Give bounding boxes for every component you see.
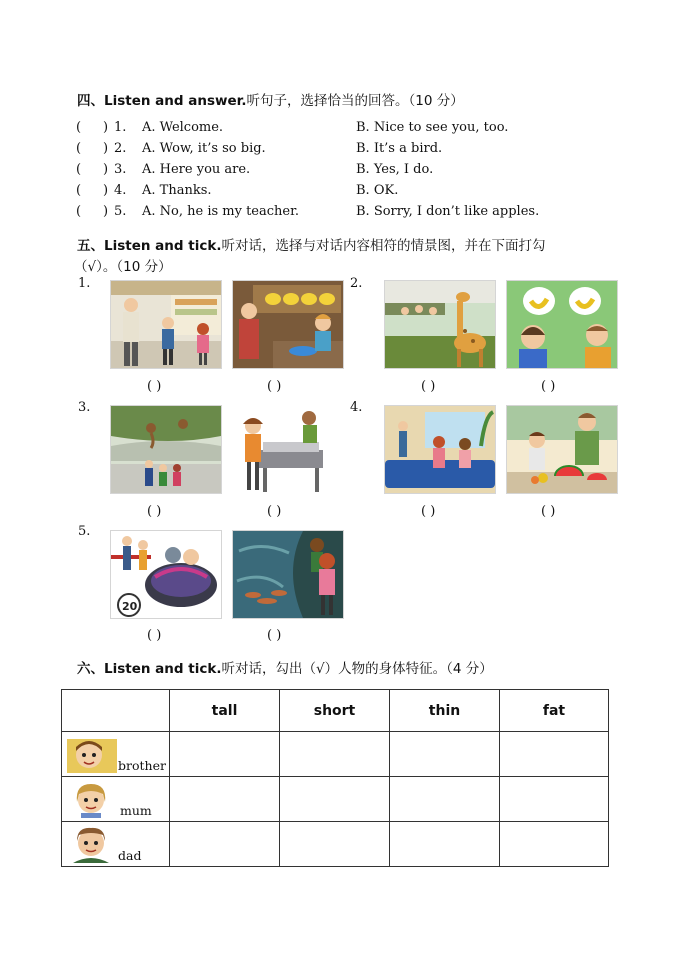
dad-face-icon bbox=[67, 825, 117, 863]
question-number: 3. bbox=[114, 162, 127, 177]
paren-close: ) bbox=[103, 204, 109, 219]
header-blank-cell bbox=[62, 690, 170, 732]
table-header-row bbox=[62, 690, 609, 732]
tick-cell-dad-short[interactable] bbox=[280, 822, 390, 867]
question-number: 4. bbox=[114, 183, 127, 198]
section4-title bbox=[77, 89, 464, 109]
boy-face-icon bbox=[67, 735, 117, 773]
paren-close: ) bbox=[103, 141, 109, 156]
option-a: A. Welcome. bbox=[142, 120, 224, 135]
option-b: B. Nice to see you, too. bbox=[356, 120, 509, 135]
monkey-zoo-scene-image bbox=[110, 405, 222, 494]
paren-close: ) bbox=[103, 162, 109, 177]
giraffe-zoo-scene-image bbox=[384, 280, 496, 369]
answer-blank[interactable]: ( ) bbox=[267, 504, 282, 519]
question-number: 5. bbox=[114, 204, 127, 219]
answer-blank[interactable]: ( ) bbox=[267, 628, 282, 643]
tick-cell-dad-fat[interactable] bbox=[500, 822, 609, 867]
answer-blank[interactable]: ( ) bbox=[421, 504, 436, 519]
table-row bbox=[62, 777, 609, 822]
fruit-shop-scene-image bbox=[232, 280, 344, 369]
watermelon-scene-image bbox=[506, 405, 618, 494]
paren-close: ) bbox=[103, 120, 109, 135]
answer-blank[interactable]: ( ) bbox=[147, 628, 162, 643]
section5-title-cn: 听对话，选择与对话内容相符的情景图，并在下面打勾 bbox=[221, 238, 546, 254]
answer-blank[interactable]: ( ) bbox=[421, 379, 436, 394]
tick-cell-dad-tall[interactable] bbox=[170, 822, 280, 867]
mum-face-icon bbox=[67, 780, 117, 818]
living-room-scene-image bbox=[384, 405, 496, 494]
option-a: A. Wow, it’s so big. bbox=[142, 141, 266, 156]
table-row bbox=[62, 822, 609, 867]
option-b: B. Yes, I do. bbox=[356, 162, 434, 177]
paren-open: ( bbox=[76, 120, 82, 135]
paren-close: ) bbox=[103, 183, 109, 198]
option-b: B. Sorry, I don’t like apples. bbox=[356, 204, 540, 219]
tick-cell-brother-short[interactable] bbox=[280, 732, 390, 777]
column-header-thin: thin bbox=[390, 690, 500, 732]
supermarket-scene-image bbox=[110, 280, 222, 369]
tick-cell-mum-fat[interactable] bbox=[500, 777, 609, 822]
paren-open: ( bbox=[76, 162, 82, 177]
photocopier-scene-image bbox=[232, 405, 344, 494]
row-label-cell bbox=[62, 777, 170, 822]
item-number-1: 1. bbox=[78, 276, 91, 291]
tick-cell-mum-tall[interactable] bbox=[170, 777, 280, 822]
section6-title-cn: 听对话，勾出（√）人物的身体特征。（4 分） bbox=[221, 661, 493, 677]
tick-cell-brother-fat[interactable] bbox=[500, 732, 609, 777]
answer-blank[interactable]: ( ) bbox=[147, 504, 162, 519]
section5-title bbox=[77, 234, 545, 254]
item-number-4: 4. bbox=[350, 400, 363, 415]
tick-cell-brother-tall[interactable] bbox=[170, 732, 280, 777]
section5-title-en: 五、Listen and tick. bbox=[77, 238, 222, 254]
column-header-short: short bbox=[280, 690, 390, 732]
question-number: 1. bbox=[114, 120, 127, 135]
table-row bbox=[62, 732, 609, 777]
tick-cell-mum-short[interactable] bbox=[280, 777, 390, 822]
section4-title-en: 四、Listen and answer. bbox=[77, 93, 247, 109]
item-number-5: 5. bbox=[78, 524, 91, 539]
column-header-fat: fat bbox=[500, 690, 609, 732]
answer-blank[interactable]: ( ) bbox=[147, 379, 162, 394]
row-label-cell bbox=[62, 732, 170, 777]
option-b: B. It’s a bird. bbox=[356, 141, 443, 156]
row-label-mum: mum bbox=[120, 803, 152, 818]
option-a: A. Here you are. bbox=[142, 162, 251, 177]
option-a: A. Thanks. bbox=[142, 183, 212, 198]
paren-open: ( bbox=[76, 204, 82, 219]
tick-cell-dad-thin[interactable] bbox=[390, 822, 500, 867]
section5-title-line2 bbox=[74, 255, 172, 275]
bananas-talk-scene-image bbox=[506, 280, 618, 369]
svg-text:20: 20 bbox=[122, 600, 138, 613]
question-number: 2. bbox=[114, 141, 127, 156]
section6-title bbox=[77, 657, 493, 677]
option-a: A. No, he is my teacher. bbox=[142, 204, 300, 219]
tick-cell-brother-thin[interactable] bbox=[390, 732, 500, 777]
option-b: B. OK. bbox=[356, 183, 399, 198]
row-label-brother: brother bbox=[118, 758, 166, 773]
row-label-cell bbox=[62, 822, 170, 867]
tick-cell-mum-thin[interactable] bbox=[390, 777, 500, 822]
paren-open: ( bbox=[76, 183, 82, 198]
bumper-car-scene-image bbox=[110, 530, 222, 619]
section5-title-cn2: （√）。（10 分） bbox=[74, 259, 172, 275]
answer-blank[interactable]: ( ) bbox=[541, 504, 556, 519]
row-label-dad: dad bbox=[118, 848, 142, 863]
section4-title-cn: 听句子，选择恰当的回答。（10 分） bbox=[246, 93, 464, 109]
column-header-tall: tall bbox=[170, 690, 280, 732]
item-number-2: 2. bbox=[350, 276, 363, 291]
answer-blank[interactable]: ( ) bbox=[267, 379, 282, 394]
aquarium-scene-image bbox=[232, 530, 344, 619]
paren-open: ( bbox=[76, 141, 82, 156]
section6-title-en: 六、Listen and tick. bbox=[77, 661, 222, 677]
item-number-3: 3. bbox=[78, 400, 91, 415]
answer-blank[interactable]: ( ) bbox=[541, 379, 556, 394]
body-feature-table bbox=[61, 689, 609, 867]
